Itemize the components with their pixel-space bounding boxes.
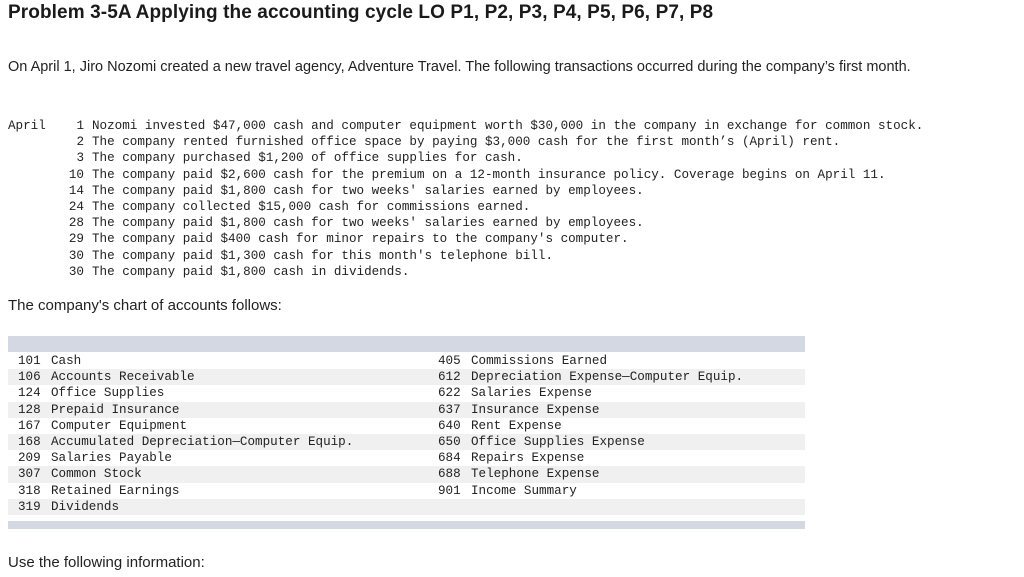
- transaction-text: The company purchased $1,200 of office supplies for cash.: [92, 151, 523, 166]
- account-number: 901: [438, 483, 461, 498]
- account-name: Common Stock: [51, 467, 142, 482]
- account-number: 106: [18, 370, 41, 385]
- transaction-text: The company paid $1,800 cash for two weeks' salaries earned by employees.: [92, 183, 644, 198]
- transaction-text: The company rented furnished office space by paying $3,000 cash for the first month’s (April) rent.: [92, 135, 841, 150]
- transaction-text: The company paid $1,300 cash for this month's telephone bill.: [92, 248, 554, 263]
- transaction-row: [8, 134, 923, 150]
- table-row: [8, 369, 805, 385]
- transaction-day: 14: [68, 183, 84, 198]
- table-row: [8, 385, 805, 401]
- account-number: 650: [438, 435, 461, 449]
- account-number: 124: [18, 386, 41, 401]
- transaction-row: [8, 150, 923, 166]
- account-name: Cash: [51, 354, 82, 368]
- account-number: 128: [18, 402, 41, 417]
- account-number: 405: [438, 354, 461, 368]
- account-number: 167: [18, 418, 41, 433]
- transaction-day: 2: [76, 135, 84, 150]
- account-name: Repairs Expense: [471, 451, 585, 466]
- account-name: Prepaid Insurance: [51, 402, 180, 417]
- account-number: 318: [18, 483, 41, 498]
- account-number: 688: [438, 467, 461, 482]
- account-number: 684: [438, 451, 461, 466]
- transaction-row: [8, 118, 923, 134]
- table-row: [8, 499, 805, 515]
- table-footer-bar: [8, 521, 805, 529]
- intro-paragraph: On April 1, Jiro Nozomi created a new travel agency, Adventure Travel. The following transactions occurred during the company’s first month.: [8, 59, 911, 75]
- transaction-text: The company paid $2,600 cash for the premium on a 12-month insurance policy. Coverage begins on April 11.: [92, 167, 886, 182]
- transaction-row: [8, 248, 923, 264]
- account-number: 307: [18, 467, 41, 482]
- transaction-day: 30: [68, 264, 84, 279]
- table-row: [8, 450, 805, 466]
- table-row: [8, 434, 805, 450]
- transaction-row: [8, 167, 923, 183]
- transaction-text: The company paid $1,800 cash in dividends.: [92, 264, 410, 279]
- account-name: Rent Expense: [471, 418, 562, 433]
- transaction-day: 3: [76, 151, 84, 166]
- table-row: [8, 466, 805, 482]
- chart-of-accounts-intro: The company's chart of accounts follows:: [8, 297, 282, 314]
- table-row: [8, 483, 805, 499]
- transaction-row: [8, 199, 923, 215]
- transaction-row: [8, 183, 923, 199]
- transaction-day: 24: [68, 199, 84, 214]
- transactions-list: [8, 118, 923, 280]
- transaction-day: 28: [68, 216, 84, 231]
- account-number: 209: [18, 451, 41, 466]
- transaction-day: 1: [76, 119, 84, 133]
- chart-of-accounts-table: [8, 336, 805, 529]
- table-header-bar: [8, 336, 805, 352]
- account-number: 622: [438, 386, 461, 401]
- transaction-row: [8, 231, 923, 247]
- account-number: 612: [438, 370, 461, 385]
- table-row: [8, 402, 805, 418]
- account-number: 101: [18, 354, 41, 368]
- account-name: Telephone Expense: [471, 467, 600, 482]
- transaction-day: 10: [68, 167, 84, 182]
- transaction-day: 30: [68, 248, 84, 263]
- account-name: Insurance Expense: [471, 402, 600, 417]
- transaction-text: Nozomi invested $47,000 cash and computer equipment worth $30,000 in the company in exchange for common stock.: [92, 119, 924, 133]
- transaction-text: The company paid $1,800 cash for two weeks' salaries earned by employees.: [92, 216, 644, 231]
- transaction-text: The company collected $15,000 cash for commissions earned.: [92, 199, 531, 214]
- account-name: Commissions Earned: [471, 354, 608, 368]
- account-name: Salaries Expense: [471, 386, 592, 401]
- account-number: 640: [438, 418, 461, 433]
- account-name: Dividends: [51, 499, 120, 514]
- account-number: 637: [438, 402, 461, 417]
- table-row: [8, 418, 805, 434]
- transaction-day: 29: [68, 232, 84, 247]
- transaction-text: The company paid $400 cash for minor repairs to the company's computer.: [92, 232, 629, 247]
- account-name: Accounts Receivable: [51, 370, 195, 385]
- account-number: 168: [18, 435, 41, 449]
- transaction-row: [8, 264, 923, 280]
- account-name: Office Supplies Expense: [471, 435, 645, 449]
- table-row: [8, 353, 805, 369]
- problem-title: Problem 3-5A Applying the accounting cycle LO P1, P2, P3, P4, P5, P6, P7, P8: [8, 2, 714, 23]
- account-name: Depreciation Expense—Computer Equip.: [471, 370, 744, 385]
- account-number: 319: [18, 499, 41, 514]
- account-name: Salaries Payable: [51, 451, 172, 466]
- account-name: Office Supplies: [51, 386, 165, 401]
- account-name: Income Summary: [471, 483, 577, 498]
- account-name: Accumulated Depreciation—Computer Equip.: [51, 435, 354, 449]
- transaction-month: April: [8, 119, 46, 133]
- account-name: Computer Equipment: [51, 418, 188, 433]
- use-following-info: Use the following information:: [8, 554, 205, 571]
- account-name: Retained Earnings: [51, 483, 180, 498]
- transaction-row: [8, 215, 923, 231]
